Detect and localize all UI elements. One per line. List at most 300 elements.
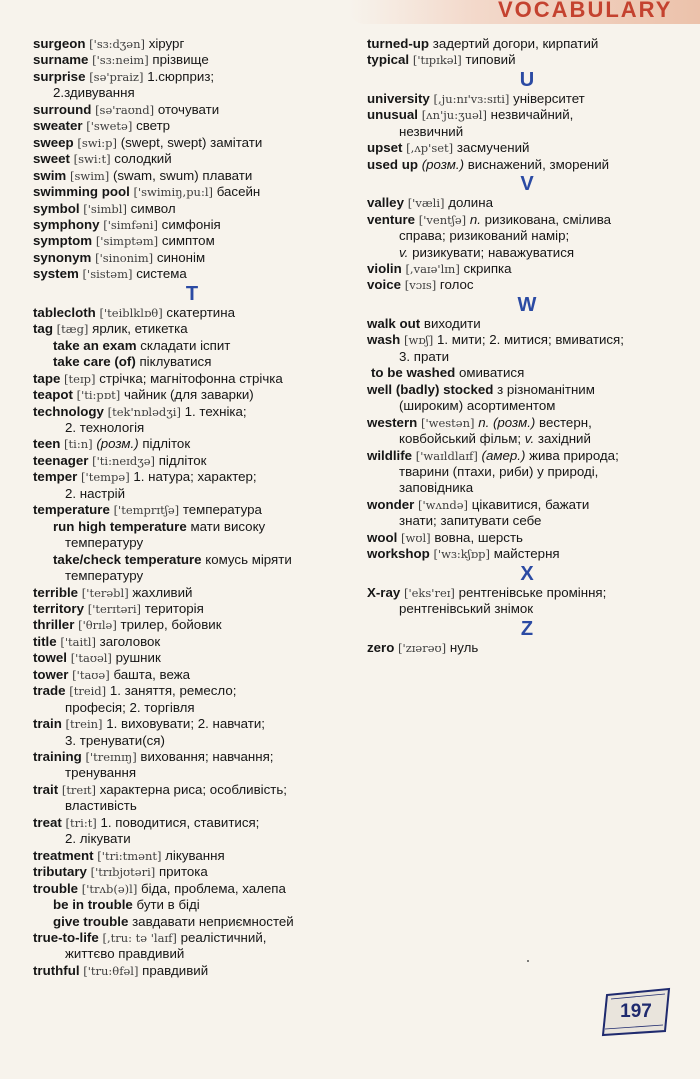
translation: засмучений — [456, 140, 530, 156]
translation: тварини (птахи, риби) у природі, — [399, 463, 599, 479]
entry-continuation — [33, 733, 351, 749]
translation: 1. натура; характер; — [133, 469, 257, 485]
transcription: ['taitl] — [60, 634, 96, 649]
transcription: [wʊl] — [401, 530, 431, 545]
transcription: ['trɪbjʊtəri] — [90, 865, 156, 880]
dictionary-entry — [367, 52, 687, 68]
letter-heading: X — [520, 562, 534, 585]
dictionary-entry — [33, 321, 351, 337]
entry-continuation — [367, 513, 687, 529]
entry-continuation — [367, 398, 687, 414]
dictionary-entry — [33, 683, 351, 699]
dictionary-entry — [367, 585, 687, 601]
translation: башта, вежа — [113, 666, 190, 682]
translation: виховання; навчання; — [140, 749, 274, 765]
translation: скрипка — [463, 260, 512, 276]
dictionary-entry — [367, 91, 687, 107]
transcription: [sə'raʊnd] — [95, 102, 155, 117]
headword: surprise — [33, 68, 86, 84]
translation: 1.сюрприз; — [147, 68, 215, 84]
translation: (swept, swept) замітати — [120, 134, 263, 150]
translation: 2. технологія — [65, 419, 145, 435]
translation: задертий догори, кирпатий — [432, 36, 599, 51]
translation: долина — [448, 195, 493, 211]
transcription: ['wɜ:kʃɒp] — [433, 547, 491, 562]
dictionary-entry — [33, 519, 351, 535]
translation: 1. заняття, ремесло; — [109, 683, 237, 699]
headword: to be washed — [371, 365, 456, 381]
headword: symbol — [33, 200, 80, 216]
grammar-note: v. — [399, 244, 409, 260]
translation: рентгенівське проміння; — [458, 584, 607, 600]
headword: truthful — [33, 962, 80, 978]
transcription: [tek'nɒlədʒi] — [107, 404, 181, 419]
headword: temper — [33, 469, 78, 485]
dictionary-entry — [33, 201, 351, 217]
dictionary-entry — [33, 151, 351, 167]
transcription: [sə'praiz] — [89, 69, 144, 84]
headword: take an exam — [53, 337, 137, 353]
dictionary-entry — [33, 184, 351, 200]
headword: sweep — [33, 134, 74, 150]
dictionary-entry — [33, 354, 351, 370]
transcription: [swi:t] — [73, 152, 111, 167]
headword: tributary — [33, 864, 87, 880]
transcription: ['tempə] — [81, 470, 130, 485]
dictionary-entry — [33, 815, 351, 831]
transcription: ['θrɪlə] — [78, 618, 117, 633]
translation: з різноманітним — [497, 381, 595, 397]
translation: майстерня — [493, 546, 560, 562]
translation: голос — [439, 277, 474, 293]
translation: виснажений, зморений — [467, 156, 610, 172]
translation: символ — [130, 200, 176, 216]
translation: підліток — [158, 452, 207, 468]
headword: true-to-life — [33, 930, 99, 946]
headword: violin — [367, 260, 402, 276]
grammar-note: (розм.) — [421, 156, 465, 172]
entry-continuation — [367, 228, 687, 244]
translation: синонім — [156, 249, 206, 265]
translation: басейн — [216, 184, 261, 200]
translation: омиватися — [458, 365, 525, 381]
translation: незвичний — [399, 123, 464, 139]
translation: тренування — [65, 765, 137, 781]
translation: прізвище — [152, 52, 209, 68]
translation: правдивий — [142, 962, 209, 978]
dictionary-entry — [367, 640, 687, 656]
headword: run high temperature — [53, 518, 187, 534]
transcription: [tri:t] — [65, 815, 97, 830]
entry-continuation — [367, 124, 687, 140]
entry-continuation — [33, 700, 351, 716]
dictionary-entry — [33, 502, 351, 518]
headword: wildlife — [367, 447, 413, 463]
transcription: ['væli] — [407, 196, 445, 211]
transcription: [,ʌp'set] — [406, 141, 454, 156]
dictionary-entry — [33, 469, 351, 485]
dictionary-entry — [367, 332, 687, 348]
translation: лікування — [165, 847, 225, 863]
dictionary-entry — [367, 530, 687, 546]
translation: незвичайний, — [490, 107, 574, 123]
headword: used up — [367, 156, 418, 172]
translation: справа; ризикований намір; — [399, 228, 570, 244]
headword: trouble — [33, 880, 79, 896]
translation: симптом — [161, 233, 215, 249]
section-title: VOCABULARY — [498, 0, 673, 22]
transcription: [,tru: tə 'laɪf] — [102, 931, 177, 946]
headword: swimming pool — [33, 184, 130, 200]
transcription: [trein] — [65, 717, 103, 732]
translation: вестерн, — [539, 414, 592, 430]
dictionary-entry — [33, 930, 351, 946]
entry-continuation — [367, 464, 687, 480]
dictionary-entry — [367, 212, 687, 228]
translation: професія; 2. торгівля — [65, 699, 195, 715]
dictionary-entry — [33, 453, 351, 469]
grammar-note: v. — [524, 431, 535, 447]
translation: заповідника — [399, 480, 474, 496]
headword: be in trouble — [53, 897, 133, 913]
dictionary-entry — [33, 387, 351, 403]
translation: цікавитися, бажати — [471, 496, 590, 512]
dictionary-entry — [367, 497, 687, 513]
headword: surname — [33, 52, 89, 68]
transcription: ['sɜ:neim] — [92, 53, 149, 68]
headword: towel — [33, 650, 67, 666]
transcription: ['teiblklɒθ] — [99, 305, 163, 320]
entry-continuation — [33, 765, 351, 781]
translation: 3. прати — [399, 348, 449, 364]
headword: territory — [33, 600, 84, 616]
translation: система — [136, 266, 187, 282]
translation: светр — [136, 118, 171, 134]
headword: temperature — [33, 502, 110, 518]
translation: властивість — [65, 798, 137, 814]
translation: 1. техніка; — [184, 403, 247, 419]
headword: surround — [33, 101, 92, 117]
headword: treatment — [33, 847, 94, 863]
letter-heading: W — [517, 293, 537, 316]
letter-heading: U — [519, 68, 535, 91]
translation: складати іспит — [140, 337, 231, 353]
transcription: [vɔɪs] — [404, 278, 437, 293]
transcription: [ti:n] — [64, 437, 93, 452]
translation: чайник (для заварки) — [123, 387, 254, 403]
headword: well (badly) stocked — [367, 381, 494, 397]
dictionary-entry — [33, 914, 351, 930]
dictionary-entry — [33, 634, 351, 650]
translation: 3. тренувати(ся) — [65, 732, 165, 748]
headword: X-ray — [367, 584, 401, 600]
transcription: ['terɪtəri] — [87, 601, 142, 616]
transcription: [tæg] — [56, 322, 89, 337]
translation: нуль — [449, 639, 479, 655]
translation: 2. лікувати — [65, 831, 131, 847]
dictionary-entry — [33, 667, 351, 683]
headword: take/check temperature — [53, 551, 202, 567]
translation: університет — [513, 90, 585, 106]
translation: ризикована, смілива — [484, 211, 612, 227]
transcription: ['tru:θfəl] — [83, 963, 139, 978]
transcription: ['swetə] — [86, 119, 133, 134]
dictionary-entry — [33, 848, 351, 864]
translation: рентгенівський знімок — [399, 601, 534, 617]
translation: реалістичний, — [180, 930, 267, 946]
transcription: ['sinonim] — [95, 250, 154, 265]
transcription: [teɪp] — [64, 371, 96, 386]
dictionary-entry — [33, 650, 351, 666]
translation: притока — [158, 864, 208, 880]
headword: tape — [33, 370, 61, 386]
headword: technology — [33, 403, 104, 419]
translation: 2. настрій — [65, 485, 126, 501]
dictionary-entry — [33, 250, 351, 266]
transcription: ['westən] — [420, 415, 475, 430]
page-number: 197 — [620, 1001, 652, 1022]
headword: trade — [33, 683, 66, 699]
ink-speck — [527, 960, 529, 962]
headword: workshop — [367, 546, 430, 562]
transcription: ['ti:pɒt] — [76, 388, 121, 403]
translation: типовий — [465, 52, 516, 68]
headword: tag — [33, 321, 53, 337]
dictionary-entry — [33, 897, 351, 913]
headword: sweet — [33, 151, 70, 167]
dictionary-entry — [367, 546, 687, 562]
translation: температура — [182, 502, 262, 518]
transcription: ['simptəm] — [95, 234, 159, 249]
translation: 1. поводитися, ставитися; — [100, 814, 260, 830]
transcription: ['simbl] — [83, 201, 127, 216]
transcription: [,vaɪə'lɪn] — [405, 261, 460, 276]
headword: swim — [33, 167, 67, 183]
transcription: [swim] — [69, 168, 110, 183]
transcription: [wɒʃ] — [403, 333, 434, 348]
transcription: ['simfəni] — [103, 217, 158, 232]
right-column — [367, 36, 687, 656]
headword: typical — [367, 52, 410, 68]
dictionary-entry — [367, 157, 687, 173]
translation: характерна риса; особливість; — [99, 781, 287, 797]
dictionary-entry — [367, 36, 687, 52]
letter-heading: Z — [520, 617, 534, 640]
headword: tablecloth — [33, 304, 96, 320]
translation: температуру — [65, 535, 144, 551]
translation: жива природа; — [529, 447, 619, 463]
translation: територія — [144, 600, 204, 616]
dictionary-entry — [367, 261, 687, 277]
headword: walk out — [367, 315, 421, 331]
translation: ризикувати; наважуватися — [412, 244, 575, 260]
translation: оточувати — [157, 101, 220, 117]
translation: комусь міряти — [205, 551, 292, 567]
headword: university — [367, 90, 430, 106]
dictionary-entry — [367, 365, 687, 381]
entry-continuation — [367, 349, 687, 365]
dictionary-entry — [33, 601, 351, 617]
headword: unusual — [367, 107, 418, 123]
entry-continuation — [33, 798, 351, 814]
dictionary-entry — [33, 552, 351, 568]
translation: солодкий — [114, 151, 172, 167]
translation: 1. виховувати; 2. навчати; — [106, 716, 265, 732]
letter-heading: T — [185, 282, 199, 305]
transcription: ['zɪərəʊ] — [398, 640, 447, 655]
dictionary-entry — [33, 617, 351, 633]
dictionary-entry — [367, 448, 687, 464]
dictionary-entry — [33, 305, 351, 321]
transcription: ['terəbl] — [81, 585, 129, 600]
dictionary-entry — [33, 233, 351, 249]
entry-continuation — [33, 568, 351, 584]
headword: symphony — [33, 216, 100, 232]
dictionary-entry — [33, 217, 351, 233]
dictionary-entry — [367, 195, 687, 211]
headword: surgeon — [33, 36, 86, 51]
translation: піклуватися — [139, 354, 212, 370]
dictionary-entry — [33, 864, 351, 880]
headword: train — [33, 716, 62, 732]
headword: trait — [33, 781, 59, 797]
translation: рушник — [115, 650, 161, 666]
transcription: ['eks'reɪ] — [403, 585, 455, 600]
transcription: ['wʌndə] — [417, 497, 469, 512]
headword: synonym — [33, 249, 92, 265]
headword: valley — [367, 195, 404, 211]
entry-continuation — [367, 245, 687, 261]
headword: tower — [33, 666, 69, 682]
transcription: ['waɪldlaɪf] — [415, 448, 478, 463]
dictionary-entry — [33, 338, 351, 354]
transcription: ['sɜ:dʒən] — [89, 37, 145, 51]
dictionary-entry — [33, 585, 351, 601]
dictionary-entry — [367, 316, 687, 332]
translation: виходити — [423, 315, 481, 331]
dictionary-entry — [367, 140, 687, 156]
entry-continuation — [33, 831, 351, 847]
dictionary-entry — [367, 415, 687, 431]
translation: симфонія — [161, 216, 221, 232]
dictionary-entry — [33, 135, 351, 151]
translation: мати високу — [190, 518, 266, 534]
transcription: ['treɪnɪŋ] — [85, 750, 137, 765]
entry-continuation — [33, 535, 351, 551]
headword: teapot — [33, 387, 73, 403]
headword: system — [33, 266, 79, 282]
grammar-note: (амер.) — [481, 447, 526, 463]
headword: teenager — [33, 452, 89, 468]
translation: завдавати неприємностей — [132, 913, 294, 929]
transcription: ['tri:tmənt] — [97, 848, 162, 863]
headword: title — [33, 633, 57, 649]
transcription: [ʌn'ju:ʒuəl] — [421, 108, 487, 123]
transcription: ['sistəm] — [82, 267, 133, 282]
dictionary-entry — [33, 168, 351, 184]
headword: wonder — [367, 496, 415, 512]
dictionary-entry — [33, 436, 351, 452]
dictionary-entry — [33, 102, 351, 118]
dictionary-entry — [33, 782, 351, 798]
transcription: ['temprɪtʃə] — [113, 503, 180, 518]
transcription: ['ventʃə] — [418, 212, 467, 227]
translation: знати; запитувати себе — [399, 513, 542, 529]
headword: teen — [33, 436, 61, 452]
entry-continuation — [33, 420, 351, 436]
dictionary-entry — [33, 69, 351, 85]
entry-continuation — [367, 431, 687, 447]
dictionary-entry — [367, 107, 687, 123]
headword: symptom — [33, 233, 93, 249]
dictionary-entry — [33, 266, 351, 282]
left-column — [33, 36, 351, 979]
entry-continuation — [33, 946, 351, 962]
translation: (широким) асортиментом — [399, 398, 556, 414]
entry-continuation — [33, 486, 351, 502]
translation: вовна, шерсть — [434, 529, 523, 545]
dictionary-entry — [33, 36, 351, 52]
transcription: [swi:p] — [77, 135, 117, 150]
transcription: ['trʌb(ə)l] — [81, 881, 138, 896]
headword: western — [367, 414, 418, 430]
transcription: ['swimiŋ,pu:l] — [133, 185, 214, 200]
dictionary-entry — [367, 382, 687, 398]
dictionary-entry — [33, 371, 351, 387]
translation: ярлик, етикетка — [92, 321, 188, 337]
dictionary-entry — [33, 881, 351, 897]
grammar-note: (розм.) — [96, 436, 139, 452]
headword: wash — [367, 332, 401, 348]
headword: sweater — [33, 118, 83, 134]
translation: підліток — [142, 436, 191, 452]
transcription: ['taʊəl] — [70, 651, 112, 666]
headword: zero — [367, 639, 395, 655]
translation: заголовок — [99, 633, 161, 649]
headword: take care (of) — [53, 354, 136, 370]
entry-continuation — [33, 85, 351, 101]
transcription: [treid] — [69, 684, 107, 699]
headword: training — [33, 749, 82, 765]
headword: venture — [367, 211, 416, 227]
headword: give trouble — [53, 913, 129, 929]
translation: температуру — [65, 568, 144, 584]
dictionary-entry — [33, 52, 351, 68]
dictionary-entry — [33, 749, 351, 765]
translation: бути в біді — [136, 897, 200, 913]
headword: wool — [367, 529, 398, 545]
entry-continuation — [367, 480, 687, 496]
translation: 1. мити; 2. митися; вмиватися; — [436, 332, 624, 348]
headword: thriller — [33, 617, 75, 633]
translation: ковбойський фільм; — [399, 431, 522, 447]
headword: terrible — [33, 584, 79, 600]
translation: західний — [537, 431, 591, 447]
translation: трилер, бойовик — [120, 617, 222, 633]
transcription: ['taʊə] — [72, 667, 110, 682]
translation: жахливий — [132, 584, 193, 600]
transcription: ['tɪpɪkəl] — [412, 53, 462, 68]
headword: upset — [367, 140, 403, 156]
dictionary-entry — [33, 716, 351, 732]
letter-heading: V — [520, 173, 534, 196]
transcription: [treɪt] — [61, 782, 97, 797]
headword: turned-up — [367, 36, 430, 51]
headword: treat — [33, 814, 62, 830]
transcription: ['ti:neɪdʒə] — [92, 453, 155, 468]
dictionary-entry — [367, 277, 687, 293]
translation: життєво правдивий — [65, 946, 185, 962]
